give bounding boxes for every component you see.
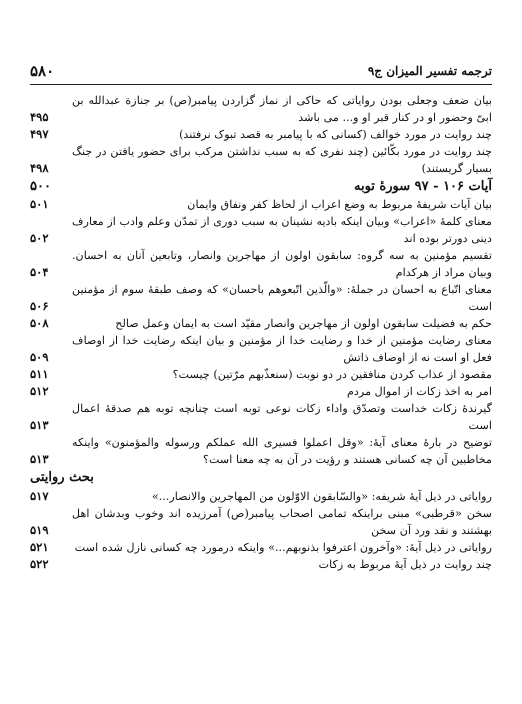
header-rule [30, 84, 492, 85]
toc-entry [30, 383, 492, 400]
toc-entry [30, 281, 492, 315]
section-title: بحث روایتی [30, 470, 94, 485]
toc-entry-text: حکم به فضیلت سابقون اولون از مهاجرین وانصار مقیّد است به ایمان وعمل صالح [115, 317, 492, 330]
toc-entry-page: ۵۱۱ [30, 367, 49, 381]
toc-entry-text: مقصود از عذاب کردن منافقین در دو نوبت (سنعذّبهم مرّتین) چیست؟ [172, 368, 492, 381]
toc-entry-page: ۵۰۸ [30, 316, 49, 330]
toc-entry-page: ۴۹۸ [30, 161, 49, 175]
toc-entry-page: ۵۰۱ [30, 197, 49, 211]
toc-entry [30, 488, 492, 505]
toc-entry-page: ۵۱۷ [30, 489, 49, 503]
toc-entry-text: معنای رضایت مؤمنین از خدا و رضایت خدا از مؤمنین و بیان اینکه رضایت خدا از اوصاف فعل او است نه از اوصاف ذاتش [72, 334, 492, 364]
toc-entry-page: ۵۰۲ [30, 231, 49, 245]
toc-entry [30, 366, 492, 383]
toc-entry [30, 196, 492, 213]
toc-entry-page: ۵۱۲ [30, 384, 49, 398]
toc-entry [30, 315, 492, 332]
toc-entry [30, 92, 492, 126]
toc-entry-page: ۵۲۲ [30, 557, 49, 571]
toc-entry [30, 213, 492, 247]
toc-entry-text: بیان آیات شریفهٔ مربوط به وضع اعراب از لحاظ کفر ونفاق وایمان [187, 198, 492, 211]
running-title: ترجمه تفسیر المیزان ج۹ [367, 64, 492, 78]
toc-entry-text: بیان ضعف وجعلی بودن روایاتی که حاکی از نماز گزاردن پیامبر(ص) بر جنازة عبدالله بن ابیّ وحضور او در کنار قبر او و... می باشد [72, 94, 492, 124]
toc-entry-page: ۵۱۳ [30, 418, 49, 432]
toc-entry-page: ۵۲۱ [30, 540, 49, 554]
toc-entry [30, 332, 492, 366]
toc-entry-text: روایاتی در ذیل آیهٔ شریفه: «والسّابقون الاوّلون من المهاجرین والانصار...» [151, 490, 492, 503]
toc-entry [30, 247, 492, 281]
toc-entry-page: ۵۰۰ [30, 179, 51, 194]
toc-entry-page: ۵۰۹ [30, 350, 49, 364]
toc-entry-text: امر به اخذ زکات از اموال مردم [347, 385, 492, 398]
toc-entry-text: معنای اتّباع به احسان در جملهٔ: «والّذین اتّبعوهم باحسان» که وصف طبقهٔ سوم از مؤمنین است [72, 283, 492, 313]
toc-entry-text: سخن «قرطبی» مبنی براینکه تمامی اصحاب پیامبر(ص) آمرزیده اند وخوب وبدشان اهل بهشتند و نقد ورد آن سخن [72, 507, 492, 537]
table-of-contents [30, 92, 492, 573]
toc-entry-text: معنای کلمهٔ «اعراب» وبیان اینکه بادیه نشینان به سبب دوری از تمدّن وعلم وادب از معارف دینی دورتر بوده اند [72, 215, 492, 245]
toc-entry-text: چند روایت در مورد خوالف (کسانی که با پیامبر به قصد تبوک نرفتند) [179, 128, 492, 141]
toc-entry-text: گیرندهٔ زکات خداست وتصدّق واداء زکات نوعی توبه است چنانچه توبه هم صدقهٔ اعمال است [72, 402, 492, 432]
toc-entry-page: ۴۹۵ [30, 110, 49, 124]
toc-entry [30, 434, 492, 468]
toc-entry-text: چند روایت در مورد بکّائین (چند نفری که به سبب نداشتن مرکب برای حضور یافتن در جنگ بسیار گریستند) [72, 145, 492, 175]
toc-entry [30, 143, 492, 177]
section-heading [30, 177, 492, 196]
toc-entry [30, 556, 492, 573]
toc-entry [30, 505, 492, 539]
toc-entry-page: ۴۹۷ [30, 127, 49, 141]
toc-entry-page: ۵۰۴ [30, 265, 49, 279]
toc-entry-page: ۵۱۳ [30, 452, 49, 466]
toc-entry [30, 126, 492, 143]
toc-entry-text: آیات ۱۰۶ - ۹۷ سورهٔ توبه [353, 179, 492, 194]
toc-entry-page: ۵۱۹ [30, 523, 49, 537]
toc-entry-text: روایاتی در ذیل آیهٔ: «وآخرون اعترفوا بذنوبهم...» واینکه درمورد چه کسانی نازل شده است [74, 541, 492, 554]
toc-entry-page: ۵۰۶ [30, 299, 49, 313]
page-header [30, 62, 492, 84]
toc-entry-text: چند روایت در ذیل آیهٔ مربوط به زکات [318, 558, 492, 571]
toc-entry [30, 400, 492, 434]
page-number: ۵۸۰ [30, 62, 55, 80]
toc-entry-text: تقسیم مؤمنین به سه گروه: سابقون اولون از مهاجرین وانصار، وتابعین آنان به احسان. وبیان مراد از هرکدام [72, 249, 492, 279]
toc-entry [30, 539, 492, 556]
toc-entry-text: توضیح در بارهٔ معنای آیهٔ: «وقل اعملوا فسیری الله عملکم ورسوله والمؤمنون» واینکه مخاطبین آن چه کسانی هستند و رؤیت در آن به چه معنا است؟ [72, 436, 492, 466]
